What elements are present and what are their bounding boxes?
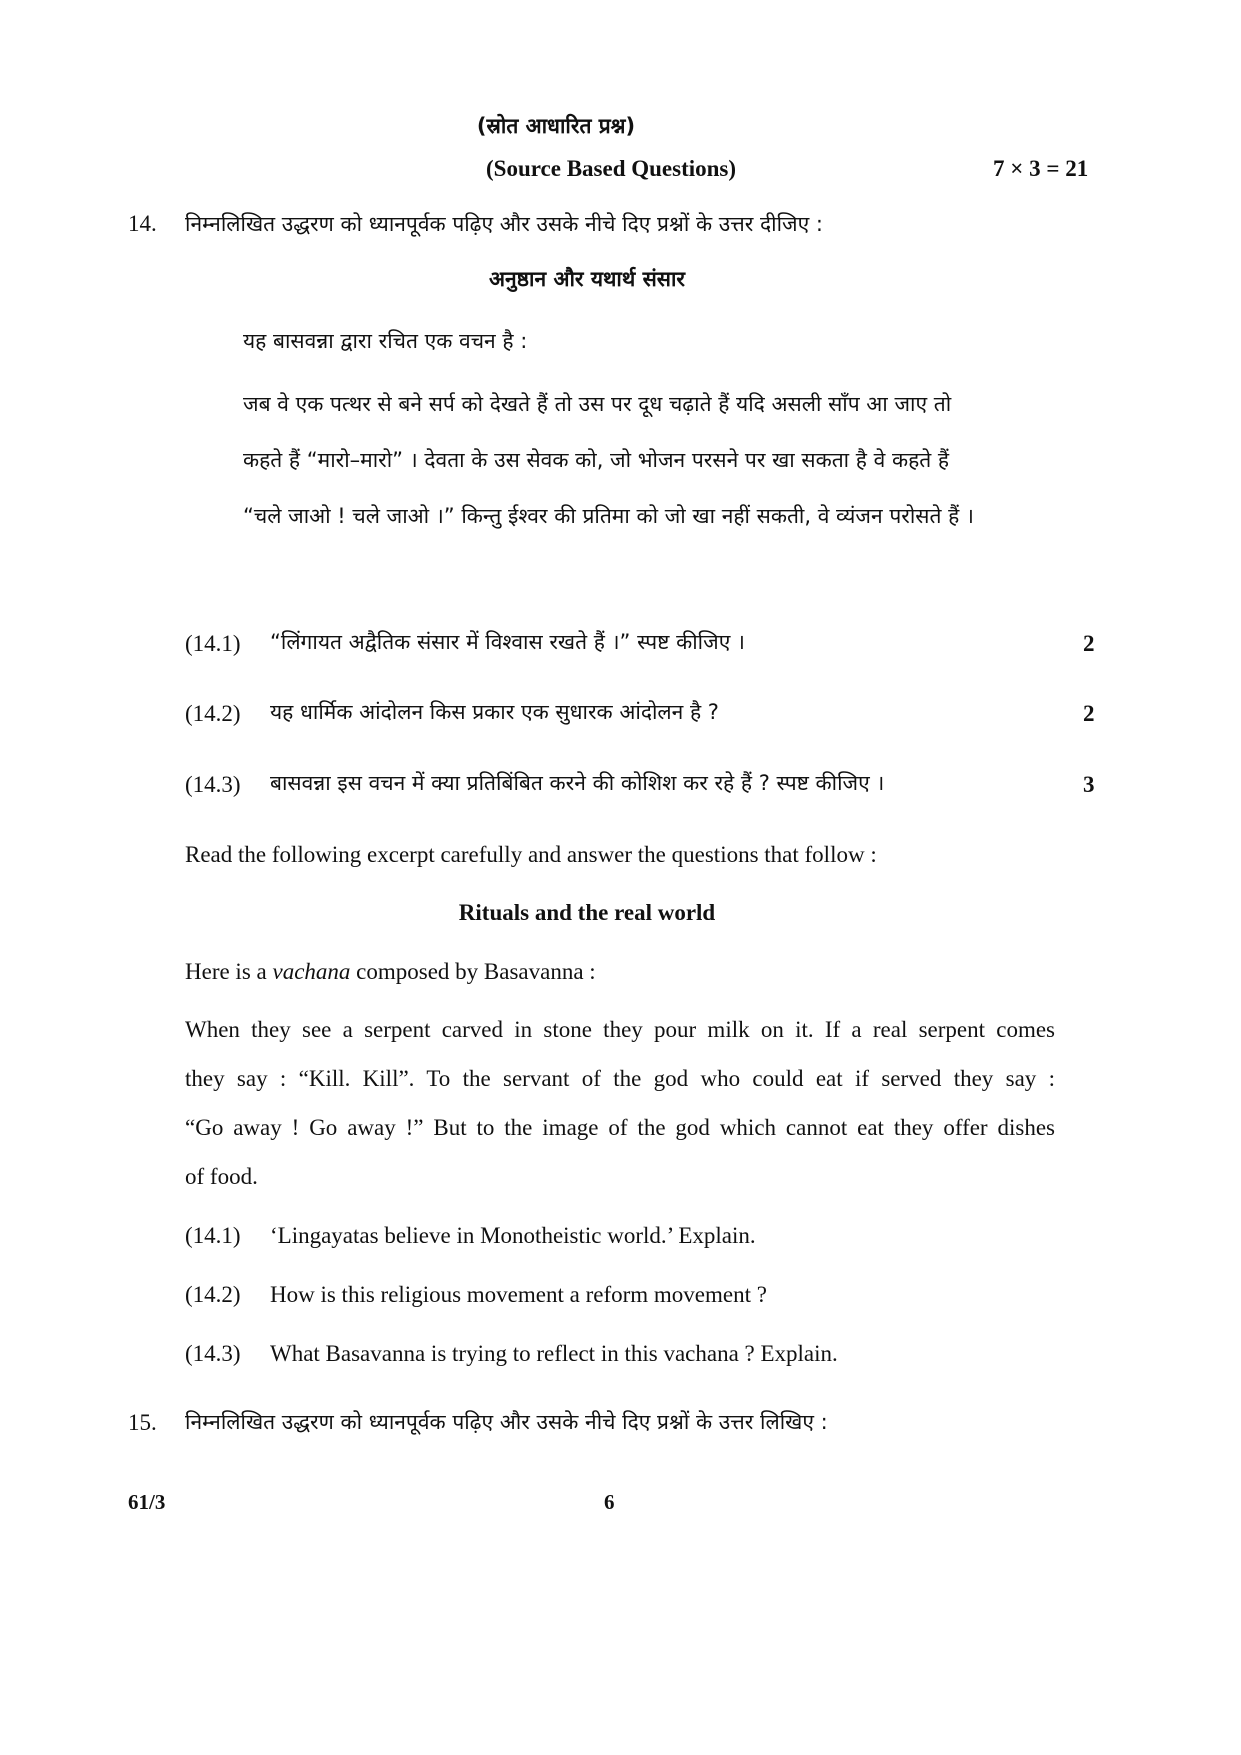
subquestion-text-hindi: “लिंगायत अद्वैतिक संसार में विश्वास रखते हैं ।” स्पष्ट कीजिए । <box>270 630 745 654</box>
question-number-14: 14. <box>128 211 157 236</box>
section-title-hindi: (स्रोत आधारित प्रश्न) <box>476 114 636 138</box>
q15-instruction-hindi: निम्नलिखित उद्धरण को ध्यानपूर्वक पढ़िए और उसके नीचे दिए प्रश्नों के उत्तर लिखिए : <box>185 1410 828 1434</box>
q14-passage-english-line: When they see a serpent carved in stone they pour milk on it. If a real serpent comes <box>185 1017 1055 1042</box>
q14-passage-hindi-line: कहते हैं “मारो–मारो” । देवता के उस सेवक को, जो भोजन परसने पर खा सकता है वे कहते हैं <box>243 448 950 472</box>
subquestion-marks: 2 <box>1083 631 1095 656</box>
subquestion-marks: 3 <box>1083 772 1095 797</box>
section-marks-total: 7 × 3 = 21 <box>993 156 1089 181</box>
subquestion-text-english: ‘Lingayatas believe in Monotheistic world.’ Explain. <box>270 1223 756 1248</box>
q14-instruction-english: Read the following excerpt carefully and answer the questions that follow : <box>185 842 877 867</box>
q14-passage-english-line: of food. <box>185 1164 258 1189</box>
question-number-15: 15. <box>128 1410 157 1435</box>
q14-passage-hindi-line: जब वे एक पत्थर से बने सर्प को देखते हैं तो उस पर दूध चढ़ाते हैं यदि असली साँप आ जाए तो <box>243 392 952 416</box>
page-number: 6 <box>604 1490 615 1514</box>
section-title-english: (Source Based Questions) <box>486 156 737 181</box>
subquestion-number: (14.1) <box>185 1223 241 1248</box>
q14-passage-english-line: they say : “Kill. Kill”. To the servant of the god who could eat if served they say : <box>185 1066 1055 1091</box>
subquestion-text-hindi: यह धार्मिक आंदोलन किस प्रकार एक सुधारक आंदोलन है ? <box>270 700 719 724</box>
subquestion-text-english: What Basavanna is trying to reflect in this vachana ? Explain. <box>270 1341 838 1366</box>
subquestion-number: (14.1) <box>185 631 241 656</box>
q14-intro-hindi: यह बासवन्ना द्वारा रचित एक वचन है : <box>243 329 528 353</box>
q14-passage-title-english: Rituals and the real world <box>458 900 716 925</box>
subquestion-number: (14.2) <box>185 701 241 726</box>
paper-code: 61/3 <box>128 1490 166 1514</box>
intro-text-before: Here is a <box>185 959 273 984</box>
subquestion-marks: 2 <box>1083 701 1095 726</box>
q14-instruction-hindi: निम्नलिखित उद्धरण को ध्यानपूर्वक पढ़िए और उसके नीचे दिए प्रश्नों के उत्तर दीजिए : <box>185 212 824 236</box>
q14-passage-title-hindi: अनुष्ठान और यथार्थ संसार <box>488 267 686 291</box>
subquestion-text-english: How is this religious movement a reform movement ? <box>270 1282 767 1307</box>
subquestion-number: (14.3) <box>185 772 241 797</box>
q14-passage-english-line: “Go away ! Go away !” But to the image of the god which cannot eat they offer dishes <box>185 1115 1055 1140</box>
subquestion-text-hindi: बासवन्ना इस वचन में क्या प्रतिबिंबित करने की कोशिश कर रहे हैं ? स्पष्ट कीजिए । <box>270 771 885 795</box>
q14-intro-english <box>185 959 596 985</box>
subquestion-number: (14.3) <box>185 1341 241 1366</box>
intro-text-after: composed by Basavanna : <box>350 959 596 984</box>
subquestion-number: (14.2) <box>185 1282 241 1307</box>
q14-passage-hindi-line: “चले जाओ ! चले जाओ ।” किन्तु ईश्वर की प्रतिमा को जो खा नहीं सकती, वे व्यंजन परोसते हैं । <box>243 504 974 528</box>
intro-text-italic: vachana <box>272 959 351 984</box>
